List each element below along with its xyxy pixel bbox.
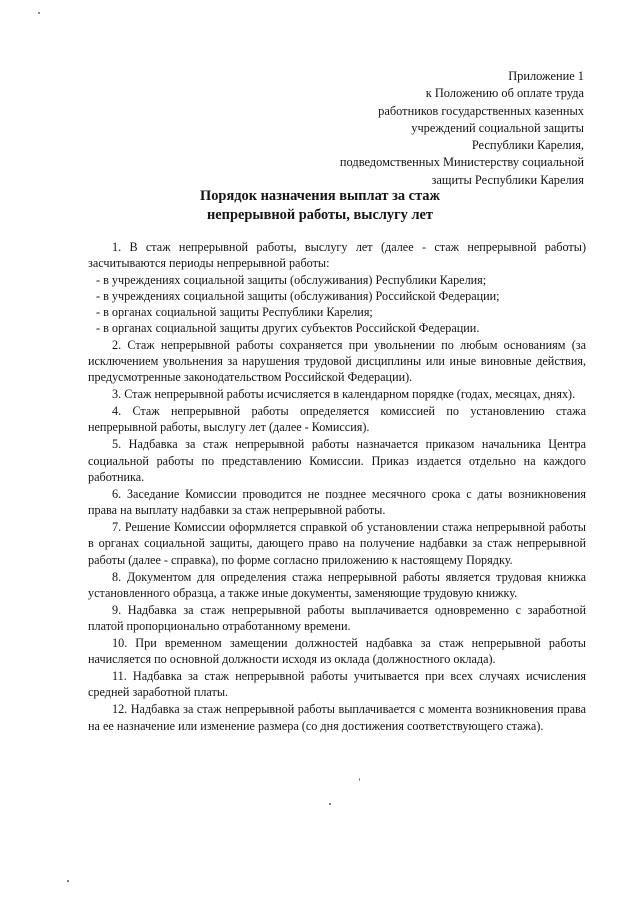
appendix-line: Республики Карелия, [471, 138, 584, 153]
appendix-line: защиты Республики Карелия [431, 172, 584, 187]
list-item: - в органах социальной защиты других субъектов Российской Федерации. [96, 321, 480, 336]
appendix-line: работников государственных казенных [378, 103, 584, 118]
scan-speck [67, 880, 69, 882]
appendix-line: подведомственных Министерству социальной [339, 155, 584, 170]
scan-speck [38, 12, 40, 14]
document-body [88, 239, 586, 734]
list-item: - в учреждениях социальной защиты (обслуживания) Республики Карелия; [96, 272, 487, 287]
paragraph-1: 1. В стаж непрерывной работы, выслугу лет (далее - стаж непрерывной работы) засчитываются периоды непрерывной работы: [88, 240, 586, 271]
appendix-header [340, 68, 584, 189]
scan-speck [359, 778, 360, 781]
paragraph-4: 4. Стаж непрерывной работы определяется комиссией по установлению стажа непрерывной работы, выслугу лет (далее - Комиссия). [88, 404, 586, 435]
appendix-line: учреждений социальной защиты [411, 120, 584, 135]
paragraph-5: 5. Надбавка за стаж непрерывной работы назначается приказом начальника Центра социальной работы по представлению Комиссии. Приказ издается отдельно на каждого работника. [88, 437, 586, 484]
paragraph-6: 6. Заседание Комиссии проводится не позднее месячного срока с даты возникновения права на выплату надбавки за стаж непрерывной работы. [88, 486, 586, 518]
appendix-line: к Положению об оплате труда [425, 86, 584, 101]
paragraph-12: 12. Надбавка за стаж непрерывной работы выплачивается с момента возникновения права на ее назначение или изменение размера (со дня достижения соответствующего стажа). [88, 702, 586, 733]
appendix-line: Приложение 1 [508, 69, 584, 83]
title-line: Порядок назначения выплат за стаж [200, 188, 440, 204]
document-title [0, 187, 640, 225]
list-item: - в органах социальной защиты Республики Карелия; [96, 305, 373, 320]
title-line: непрерывной работы, выслугу лет [207, 207, 433, 223]
paragraph-7: 7. Решение Комиссии оформляется справкой об установлении стажа непрерывной работы в органах социальной защиты, дающего право на получение надбавки за стаж непрерывной работы (далее - справка), по форме согласно приложению к настоящему Порядку. [88, 520, 586, 567]
scan-speck [329, 803, 331, 805]
paragraph-11: 11. Надбавка за стаж непрерывной работы учитывается при всех случаях исчисления средней заработной платы. [88, 669, 586, 700]
paragraph-3: 3. Стаж непрерывной работы исчисляется в календарном порядке (годах, месяцах, днях). [112, 387, 576, 402]
paragraph-9: 9. Надбавка за стаж непрерывной работы выплачивается одновременно с заработной платой пропорционально отработанному времени. [88, 602, 586, 633]
paragraph-8: 8. Документом для определения стажа непрерывной работы является трудовая книжка установленного образца, а также иные документы, заменяющие трудовую книжку. [88, 569, 586, 600]
paragraph-10: 10. При временном замещении должностей надбавка за стаж непрерывной работы начисляется по основной должности исходя из оклада (должностного оклада). [88, 635, 586, 667]
paragraph-2: 2. Стаж непрерывной работы сохраняется при увольнении по любым основаниям (за исключением увольнения за нарушения трудовой дисциплины или иные виновные действия, предусмотренные законодательством Российской Федерации). [88, 337, 586, 385]
list-item: - в учреждениях социальной защиты (обслуживания) Российской Федерации; [96, 288, 500, 303]
